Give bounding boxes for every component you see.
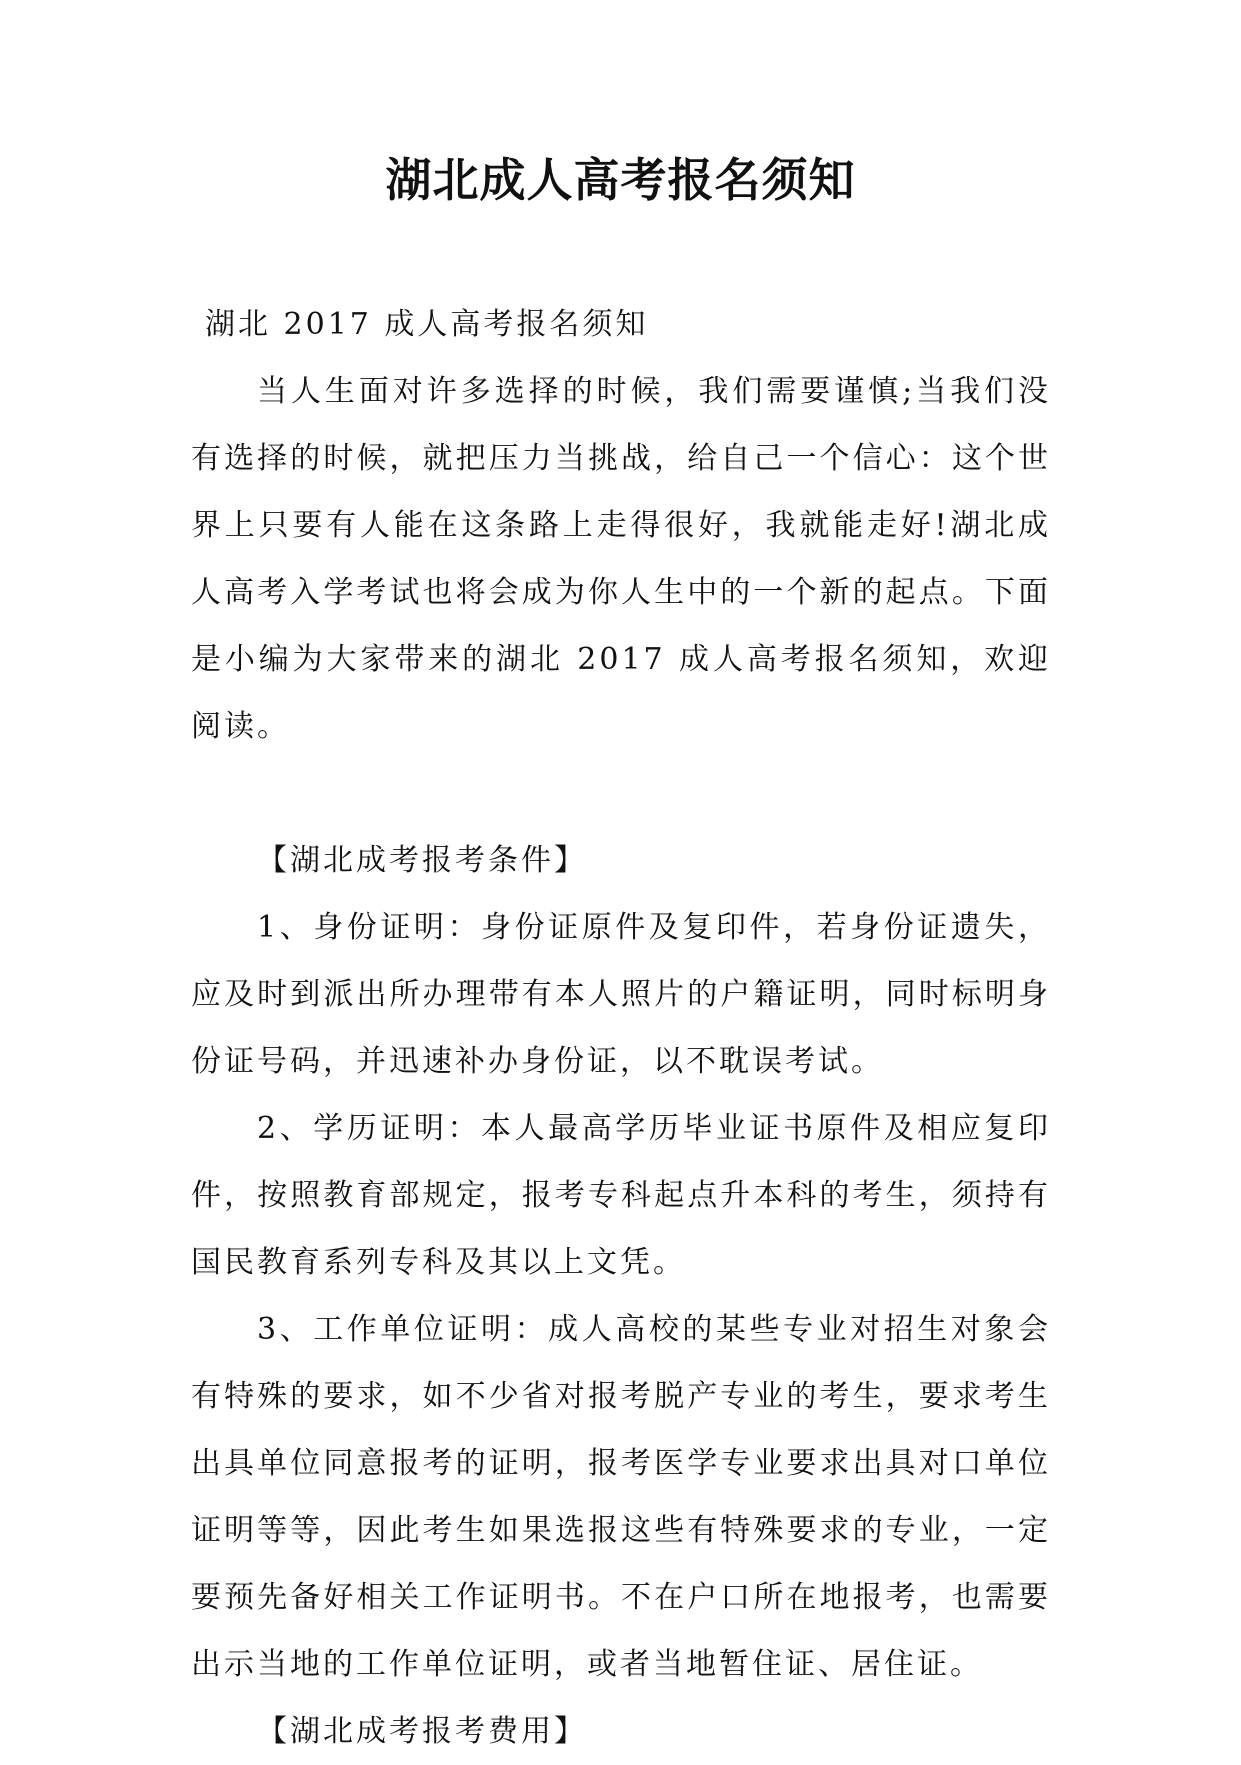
requirement-item-2: 2、学历证明：本人最高学历毕业证书原件及相应复印件，按照教育部规定，报考专科起点升本科的考生，须持有国民教育系列专科及其以上文凭。 bbox=[191, 1111, 1051, 1280]
section-heading-requirements: 【湖北成考报考条件】 bbox=[257, 843, 587, 878]
intro-paragraph: 当人生面对许多选择的时候，我们需要谨慎;当我们没有选择的时候，就把压力当挑战，给自己一个信心：这个世界上只要有人能在这条路上走得很好，我就能走好!湖北成人高考入学考试也将会成为你人生中的一个新的起点。下面是小编为大家带来的湖北 2017 成人高考报名须知，欢迎阅读。 bbox=[191, 374, 1051, 744]
requirement-item-3: 3、工作单位证明：成人高校的某些专业对招生对象会有特殊的要求，如不少省对报考脱产专业的考生，要求考生出具单位同意报考的证明，报考医学专业要求出具对口单位证明等等，因此考生如果选报这些有特殊要求的专业，一定要预先备好相关工作证明书。不在户口所在地报考，也需要出示当地的工作单位证明，或者当地暂住证、居住证。 bbox=[191, 1312, 1051, 1682]
document-subtitle: 湖北 2017 成人高考报名须知 bbox=[205, 307, 649, 342]
requirement-item-1: 1、身份证明：身份证原件及复印件，若身份证遗失，应及时到派出所办理带有本人照片的户籍证明，同时标明身份证号码，并迅速补办身份证，以不耽误考试。 bbox=[191, 910, 1051, 1079]
document-body bbox=[191, 291, 1051, 1765]
section-heading-fees: 【湖北成考报考费用】 bbox=[257, 1714, 587, 1749]
paragraph-spacer bbox=[191, 760, 1051, 827]
document-title: 湖北成人高考报名须知 bbox=[385, 153, 856, 207]
